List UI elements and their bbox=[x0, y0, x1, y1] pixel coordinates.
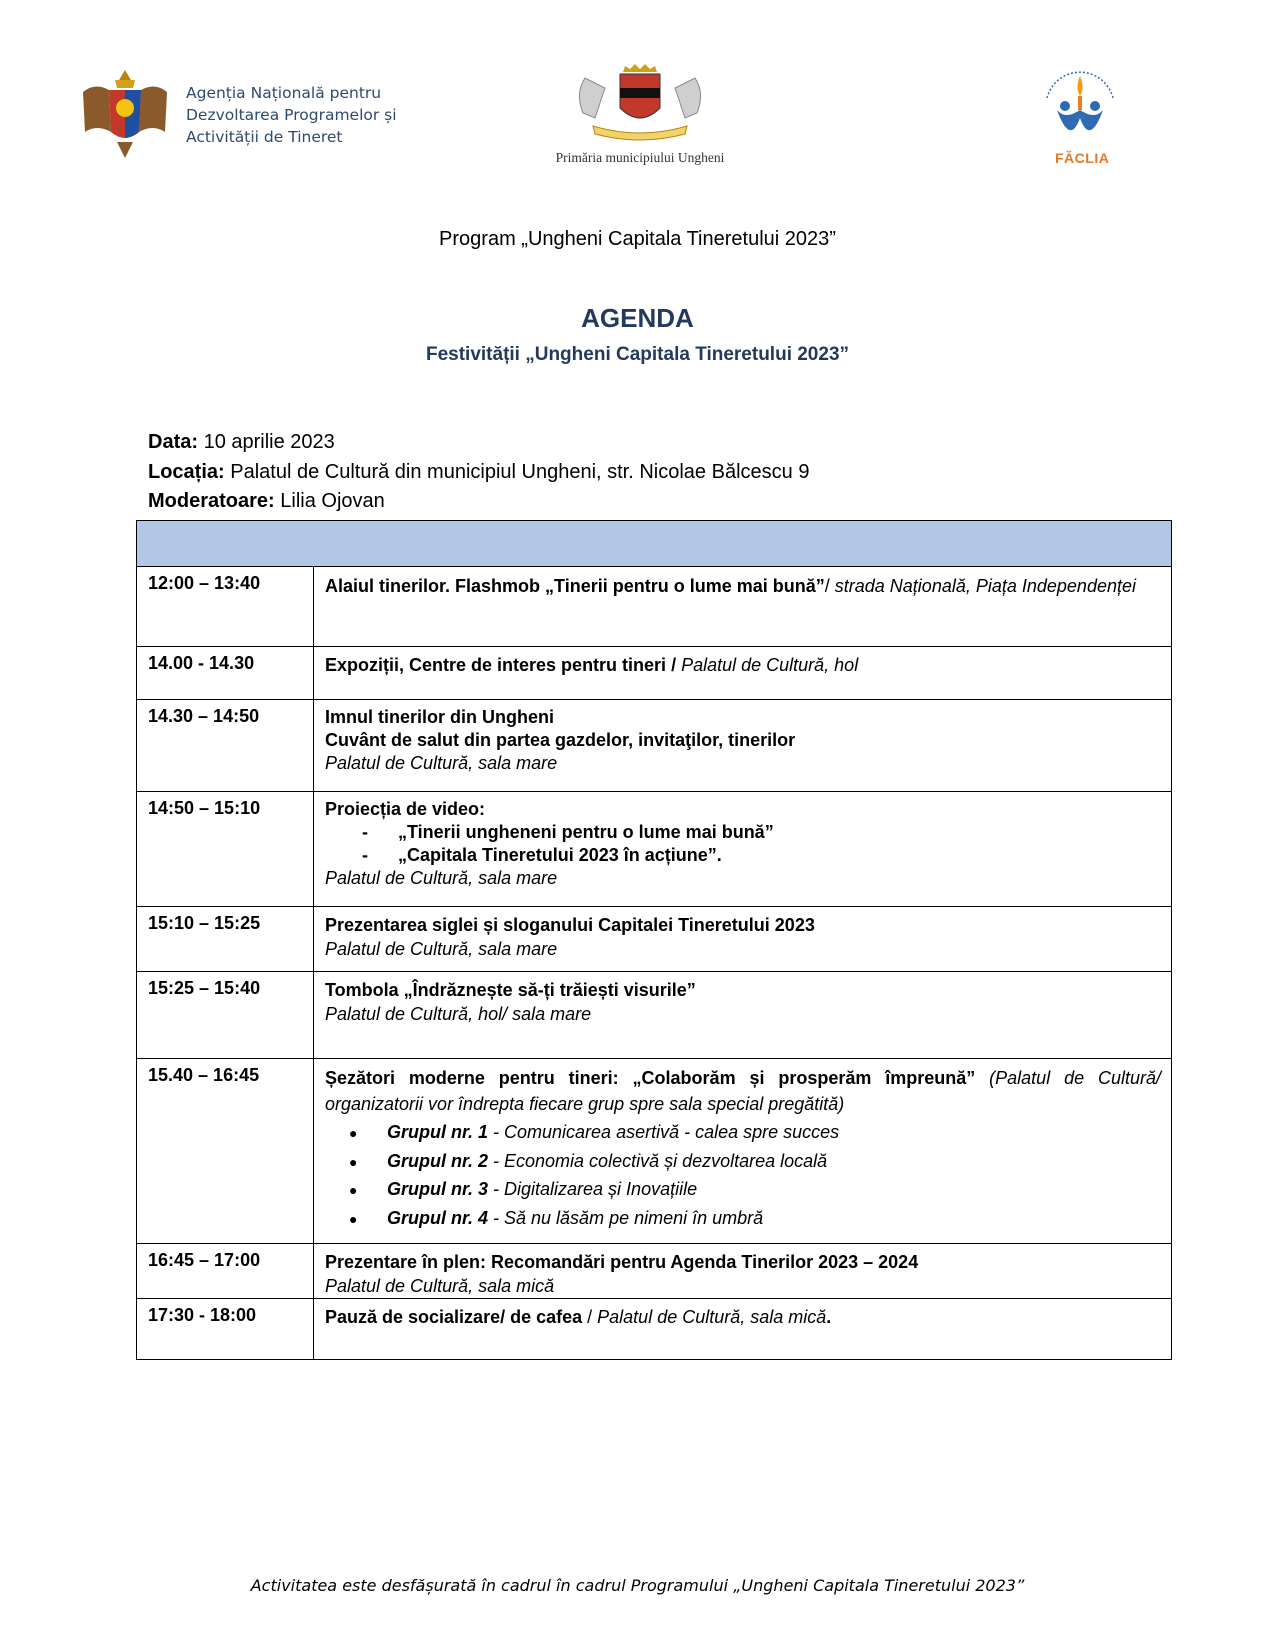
program-title: Program „Ungheni Capitala Tineretului 2023” bbox=[439, 228, 836, 250]
activity-location: Palatul de Cultură, sala mică bbox=[325, 1276, 555, 1296]
facla-label: FĂCLIA bbox=[1055, 150, 1110, 166]
activity-cell bbox=[314, 647, 1172, 700]
activity-title: Proiecția de video: bbox=[325, 799, 486, 819]
activity-location: Palatul de Cultură, sala mare bbox=[325, 753, 558, 773]
group-topic: - Digitalizarea și Inovațiile bbox=[488, 1179, 698, 1199]
ungheni-coat-of-arms-icon bbox=[565, 58, 715, 148]
table-row bbox=[137, 1244, 1172, 1299]
video-title: „Capitala Tineretului 2023 în acțiune”. bbox=[398, 845, 722, 865]
activity-cell bbox=[314, 1299, 1172, 1360]
table-row bbox=[137, 567, 1172, 647]
activity-title: Alaiul tinerilor. Flashmob „Tinerii pentru o lume mai bună” bbox=[325, 576, 825, 596]
activity-location: Palatul de Cultură, hol/ sala mare bbox=[325, 1004, 592, 1024]
agency-logo bbox=[75, 62, 425, 172]
moderator-label: Moderatoare: bbox=[148, 490, 275, 512]
time-cell: 14.30 – 14:50 bbox=[137, 700, 314, 792]
event-moderator bbox=[148, 487, 809, 517]
separator: / bbox=[824, 576, 830, 596]
groups-list bbox=[349, 1119, 1161, 1233]
activity-cell bbox=[314, 1244, 1172, 1299]
table-header-cell bbox=[137, 521, 1172, 567]
date-value: 10 aprilie 2023 bbox=[198, 431, 335, 453]
activity-title: Pauză de socializare/ de cafea bbox=[325, 1307, 583, 1327]
group-name: Grupul nr. 2 bbox=[387, 1150, 489, 1171]
event-date bbox=[148, 428, 809, 458]
footer-note: Activitatea este desfășurată în cadrul în cadrul Programului „Ungheni Capitala Tineretului 2023” bbox=[250, 1576, 1025, 1595]
time-cell: 17:30 - 18:00 bbox=[137, 1299, 314, 1360]
city-hall-logo bbox=[545, 58, 735, 173]
activity-title: Imnul tinerilor din Ungheni bbox=[325, 707, 554, 727]
agency-line-2: Dezvoltarea Programelor și bbox=[186, 106, 397, 124]
activity-location: strada Națională, Piața Independenței bbox=[829, 576, 1136, 596]
activity-description bbox=[325, 1065, 1161, 1117]
event-details bbox=[148, 428, 809, 517]
activity-title: Prezentare în plen: Recomandări pentru Agenda Tinerilor 2023 – 2024 bbox=[325, 1252, 919, 1272]
time-cell: 14.00 - 14.30 bbox=[137, 647, 314, 700]
activity-location: Palatul de Cultură, sala mare bbox=[325, 939, 558, 959]
activity-cell bbox=[314, 792, 1172, 907]
bullet-marker: ● bbox=[349, 1210, 358, 1227]
time-cell: 15:10 – 15:25 bbox=[137, 907, 314, 972]
agenda-table bbox=[136, 520, 1172, 1360]
table-row bbox=[137, 972, 1172, 1059]
event-location bbox=[148, 458, 809, 488]
moldova-coat-of-arms-icon bbox=[75, 62, 175, 162]
location-label: Locația: bbox=[148, 460, 225, 483]
activity-location: Palatul de Cultură, sala mică bbox=[597, 1307, 827, 1327]
video-title: „Tinerii ungheneni pentru o lume mai bună” bbox=[398, 822, 774, 842]
group-topic: - Economia colectivă și dezvoltarea locală bbox=[488, 1150, 828, 1171]
agency-line-1: Agenția Națională pentru bbox=[186, 84, 382, 102]
time-cell: 14:50 – 15:10 bbox=[137, 792, 314, 907]
end-period: . bbox=[826, 1307, 832, 1327]
separator: / bbox=[666, 655, 682, 675]
activity-title: Expoziții, Centre de interes pentru tineri bbox=[325, 655, 667, 675]
separator: / bbox=[582, 1307, 598, 1327]
activity-title: Prezentarea siglei și sloganului Capitalei Tineretului 2023 bbox=[325, 915, 815, 935]
group-topic: - Comunicarea asertivă - calea spre succes bbox=[488, 1122, 840, 1142]
table-row bbox=[137, 700, 1172, 792]
date-label: Data: bbox=[148, 431, 199, 453]
dash-marker: - bbox=[362, 845, 368, 865]
activity-title: Șezători moderne pentru tineri: „Colaborăm și prosperăm împreună” bbox=[325, 1068, 976, 1088]
group-topic: - Să nu lăsăm pe nimeni în umbră bbox=[488, 1207, 764, 1228]
activity-cell bbox=[314, 907, 1172, 972]
activity-cell bbox=[314, 972, 1172, 1059]
dash-marker: - bbox=[362, 822, 368, 842]
list-item bbox=[349, 1176, 1161, 1205]
activity-location: Palatul de Cultură, hol bbox=[681, 655, 859, 675]
agenda-title: AGENDA bbox=[581, 303, 694, 333]
list-item bbox=[362, 844, 1161, 867]
bullet-marker: ● bbox=[349, 1153, 358, 1170]
table-row bbox=[137, 1059, 1172, 1244]
group-name: Grupul nr. 1 bbox=[387, 1122, 489, 1142]
activity-location: (Palatul de Cultură/ organizatorii vor îndrepta fiecare grup spre sala special pregătită) bbox=[325, 1068, 1161, 1114]
activity-subtitle: Cuvânt de salut din partea gazdelor, invitaţilor, tinerilor bbox=[325, 730, 796, 750]
table-row bbox=[137, 647, 1172, 700]
time-cell: 15.40 – 16:45 bbox=[137, 1059, 314, 1244]
location-value: Palatul de Cultură din municipiul Ungheni, str. Nicolae Bălcescu 9 bbox=[224, 460, 810, 483]
facla-torch-icon bbox=[1035, 58, 1125, 153]
activity-location: Palatul de Cultură, sala mare bbox=[325, 868, 558, 888]
bullet-marker: ● bbox=[349, 1182, 358, 1198]
agenda-subtitle: Festivității „Ungheni Capitala Tineretului 2023” bbox=[425, 344, 850, 365]
city-hall-caption: Primăria municipiului Ungheni bbox=[555, 150, 725, 165]
facla-logo bbox=[1035, 58, 1145, 173]
activity-title: Tombola „Îndrăznește să-ți trăiești visurile” bbox=[325, 980, 696, 1000]
group-name: Grupul nr. 4 bbox=[387, 1207, 489, 1228]
time-cell: 15:25 – 15:40 bbox=[137, 972, 314, 1059]
table-row bbox=[137, 907, 1172, 972]
list-item bbox=[349, 1205, 1161, 1234]
table-row bbox=[137, 1299, 1172, 1360]
table-row bbox=[137, 792, 1172, 907]
list-item bbox=[362, 821, 1161, 844]
bullet-marker: ● bbox=[349, 1125, 358, 1141]
agency-line-3: Activității de Tineret bbox=[186, 128, 343, 146]
table-header-row bbox=[137, 521, 1172, 567]
activity-cell bbox=[314, 567, 1172, 647]
activity-cell bbox=[314, 1059, 1172, 1244]
moderator-value: Lilia Ojovan bbox=[274, 490, 385, 512]
list-item bbox=[349, 1119, 1161, 1148]
list-item bbox=[349, 1148, 1161, 1177]
video-list bbox=[362, 821, 1161, 867]
activity-cell bbox=[314, 700, 1172, 792]
time-cell: 16:45 – 17:00 bbox=[137, 1244, 314, 1299]
group-name: Grupul nr. 3 bbox=[387, 1179, 489, 1199]
time-cell: 12:00 – 13:40 bbox=[137, 567, 314, 647]
agency-name bbox=[186, 82, 397, 148]
